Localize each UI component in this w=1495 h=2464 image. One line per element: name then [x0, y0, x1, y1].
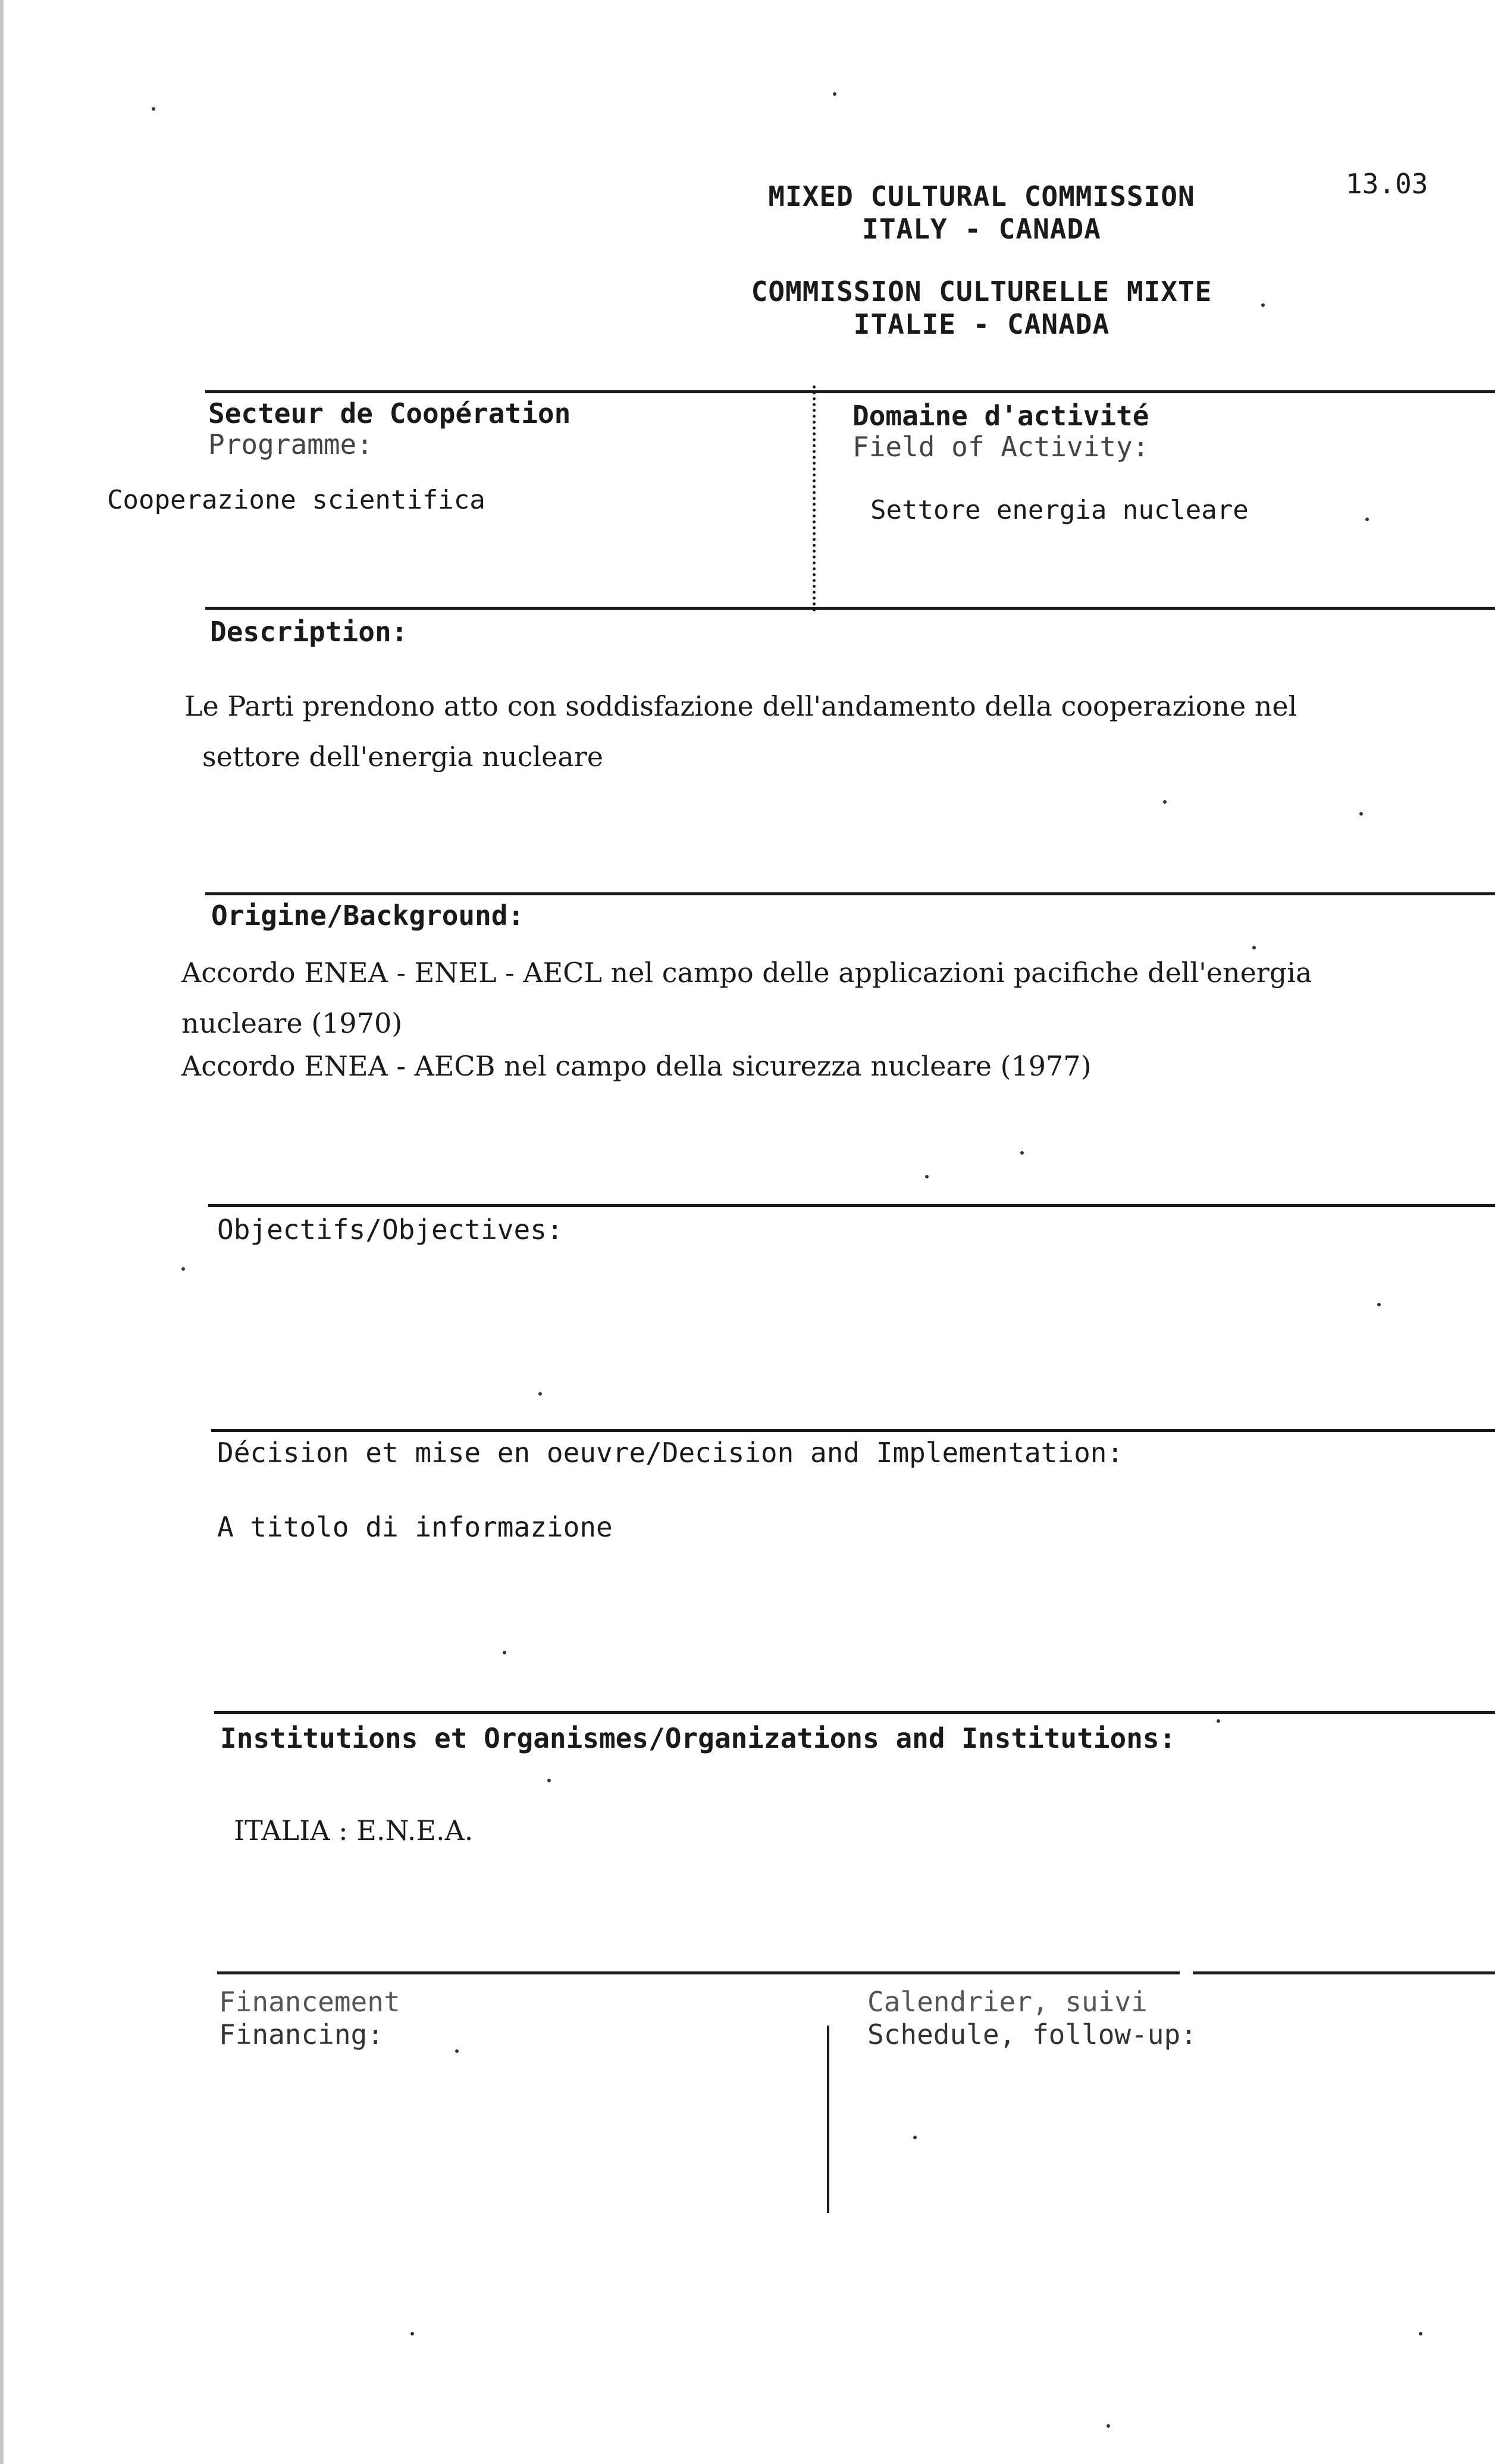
rule-2 — [205, 607, 1495, 610]
scan-edge-shadow — [0, 0, 4, 2464]
background-line3: Accordo ENEA - AECB nel campo della sicurezza nucleare (1977) — [181, 1050, 1092, 1082]
scan-speck — [152, 107, 155, 111]
description-line1: Le Parti prendono atto con soddisfazione dell'andamento della cooperazione nel — [184, 690, 1297, 722]
title-en-line2: ITALY - CANADA — [862, 213, 1101, 245]
financing-label-en: Financing: — [219, 2018, 384, 2051]
rule-6 — [214, 1711, 1495, 1714]
rule-7a — [217, 1971, 1180, 1974]
column-divider — [813, 385, 816, 612]
background-label: Origine/Background: — [211, 899, 525, 932]
title-en-line1: MIXED CULTURAL COMMISSION — [768, 180, 1195, 212]
scan-speck — [410, 2332, 414, 2336]
background-line1: Accordo ENEA - ENEL - AECL nel campo delle applicazioni pacifiche dell'energia — [181, 957, 1312, 989]
scan-speck — [1365, 518, 1369, 521]
institutions-label: Institutions et Organismes/Organizations and Institutions: — [220, 1722, 1176, 1754]
rule-3 — [205, 892, 1495, 895]
scan-speck — [925, 1175, 929, 1178]
scan-speck — [538, 1392, 542, 1396]
objectives-label: Objectifs/Objectives: — [217, 1214, 563, 1246]
field-value: Settore energia nucleare — [870, 495, 1249, 525]
document-number: 13.03 — [1346, 168, 1428, 200]
scan-speck — [1107, 2424, 1110, 2428]
scan-speck — [913, 2136, 917, 2139]
rule-5 — [211, 1429, 1495, 1432]
rule-top — [205, 390, 1495, 393]
description-line2: settore dell'energia nucleare — [202, 741, 603, 773]
scan-speck — [1163, 800, 1167, 804]
scan-speck — [1359, 812, 1363, 816]
scan-speck — [1261, 303, 1265, 307]
scan-speck — [503, 1651, 506, 1654]
sector-label-en: Programme: — [208, 428, 373, 460]
scan-speck — [1252, 946, 1256, 949]
schedule-label-en: Schedule, follow-up: — [867, 2018, 1197, 2051]
financing-label-fr: Financement — [219, 1986, 400, 2018]
sector-value: Cooperazione scientifica — [107, 485, 485, 515]
scan-speck — [1217, 1719, 1220, 1723]
decision-value: A titolo di informazione — [217, 1511, 613, 1543]
rule-7b — [1193, 1971, 1495, 1974]
title-fr-line1: COMMISSION CULTURELLE MIXTE — [751, 275, 1212, 308]
scan-speck — [547, 1779, 551, 1782]
rule-4 — [208, 1204, 1495, 1207]
institutions-value: ITALIA : E.N.E.A. — [234, 1814, 474, 1847]
scan-speck — [181, 1267, 185, 1271]
title-fr-line2: ITALIE - CANADA — [853, 308, 1110, 340]
scan-speck — [1419, 2332, 1422, 2336]
scan-speck — [455, 2049, 459, 2053]
bottom-column-divider — [827, 2026, 829, 2213]
scan-speck — [1377, 1303, 1381, 1306]
scan-speck — [1020, 1151, 1024, 1155]
field-label-en: Field of Activity: — [853, 431, 1149, 463]
sector-label-fr: Secteur de Coopération — [208, 397, 571, 430]
background-line2: nucleare (1970) — [181, 1007, 403, 1039]
decision-label: Décision et mise en oeuvre/Decision and Implementation: — [217, 1437, 1124, 1469]
field-label-fr: Domaine d'activité — [853, 400, 1149, 432]
scan-speck — [833, 92, 836, 96]
schedule-label-fr: Calendrier, suivi — [867, 1986, 1148, 2018]
description-label: Description: — [210, 616, 408, 648]
